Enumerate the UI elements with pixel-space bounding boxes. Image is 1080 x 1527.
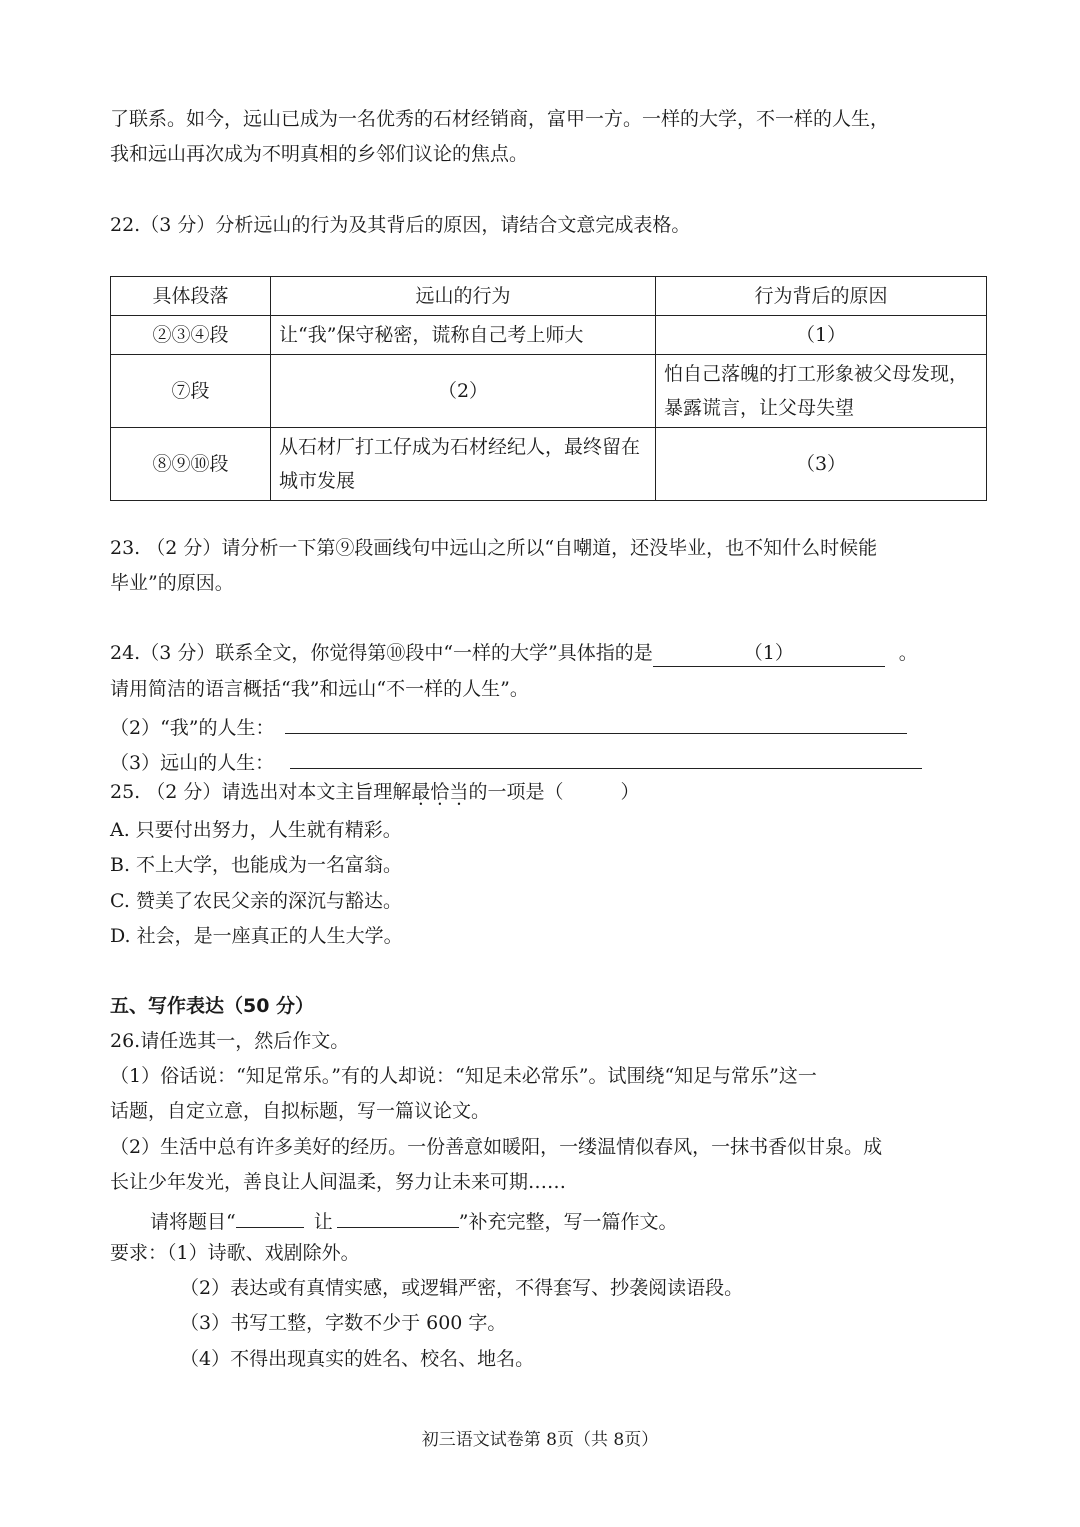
question-22-table — [110, 276, 987, 501]
table-cell-para: ②③④段 — [111, 316, 271, 355]
title-blank-2[interactable] — [337, 1205, 459, 1228]
option-c[interactable]: C. 赞美了农民父亲的深沉与豁达。 — [110, 890, 402, 912]
emphasis-char: 最 — [411, 781, 431, 803]
table-cell-para: ⑦段 — [111, 355, 271, 428]
answer-blank-1[interactable]: （1） — [656, 316, 987, 355]
question-23-line: 毕业”的原因。 — [110, 572, 234, 594]
question-24-suffix: 。 — [898, 642, 918, 664]
question-26-prompt: 26.请任选其一，然后作文。 — [110, 1030, 350, 1052]
table-header-cell: 行为背后的原因 — [656, 277, 987, 316]
option-d[interactable]: D. 社会，是一座真正的人生大学。 — [110, 925, 403, 947]
text-line: 我和远山再次成为不明真相的乡邻们议论的焦点。 — [110, 143, 529, 165]
question-24-line: 请用简洁的语言概括“我”和远山“不一样的人生”。 — [110, 678, 529, 700]
table-header-cell: 具体段落 — [111, 277, 271, 316]
table-header-row — [111, 277, 987, 316]
answer-line-24-2[interactable] — [285, 711, 907, 734]
requirement-item: （4）不得出现真实的姓名、校名、地名。 — [180, 1348, 535, 1370]
option-b[interactable]: B. 不上大学，也能成为一名富翁。 — [110, 854, 403, 876]
section-heading: 五、写作表达（50 分） — [110, 995, 315, 1017]
table-cell-para: ⑧⑨⑩段 — [111, 428, 271, 501]
question-24-sub3-label: （3）远山的人生： — [110, 752, 275, 774]
table-row — [111, 355, 987, 428]
prompt-option-1: （1）俗话说：“知足常乐。”有的人却说：“知足未必常乐”。试围绕“知足与常乐”这一 — [110, 1065, 817, 1087]
table-row — [111, 316, 987, 355]
requirement-item: （2）表达或有真情实感，或逻辑严密，不得套写、抄袭阅读语段。 — [180, 1277, 744, 1299]
question-24-line — [110, 640, 918, 667]
answer-blank-24-1[interactable]: （1） — [653, 640, 885, 667]
text-line: 了联系。如今，远山已成为一名优秀的石材经销商，富甲一方。一样的大学，不一样的人生， — [110, 108, 890, 130]
answer-blank-2[interactable]: （2） — [271, 355, 656, 428]
question-24-sub — [110, 746, 922, 776]
requirements-line — [110, 1240, 360, 1266]
requirement-item: （1）诗歌、戏剧除外。 — [167, 1242, 360, 1264]
question-25-before: 25. （2 分）请选出对本文主旨理解 — [110, 781, 412, 803]
question-24-prefix: 24.（3 分）联系全文，你觉得第⑩段中“一样的大学”具体指的是 — [110, 642, 653, 664]
table-cell-behavior: 从石材厂打工仔成为石材经纪人，最终留在城市发展 — [271, 428, 656, 501]
question-22-prompt: 22.（3 分）分析远山的行为及其背后的原因，请结合文意完成表格。 — [110, 214, 691, 236]
question-24-sub2-label: （2）“我”的人生： — [110, 717, 275, 739]
requirement-item: （3）书写工整，字数不少于 600 字。 — [180, 1312, 507, 1334]
prompt-option-1: 话题，自定立意，自拟标题，写一篇议论文。 — [110, 1100, 491, 1122]
answer-line-24-3[interactable] — [290, 746, 922, 769]
title-prefix: 请将题目“ — [150, 1211, 236, 1233]
title-fill-line — [110, 1205, 677, 1235]
requirements-label: 要求： — [110, 1242, 168, 1264]
table-row — [111, 428, 987, 501]
prompt-option-2: （2）生活中总有许多美好的经历。一份善意如暖阳，一缕温情似春风，一抹书香似甘泉。成 — [110, 1136, 883, 1158]
table-header-cell: 远山的行为 — [271, 277, 656, 316]
question-25-prompt — [110, 779, 639, 805]
option-a[interactable]: A. 只要付出努力，人生就有精彩。 — [110, 819, 402, 841]
title-mid: 让 — [313, 1211, 333, 1233]
page-footer: 初三语文试卷第 8页（共 8页） — [421, 1430, 659, 1450]
question-25-after: 的一项是（ ） — [468, 781, 640, 803]
question-23-line: 23. （2 分）请分析一下第⑨段画线句中远山之所以“自嘲道，还没毕业，也不知什么时候能 — [110, 537, 878, 559]
table-cell-behavior: 让“我”保守秘密，谎称自己考上师大 — [271, 316, 656, 355]
answer-blank-3[interactable]: （3） — [656, 428, 987, 501]
prompt-option-2: 长让少年发光，善良让人间温柔，努力让未来可期…… — [110, 1171, 567, 1193]
question-24-sub — [110, 711, 907, 741]
table-cell-reason: 怕自己落魄的打工形象被父母发现，暴露谎言，让父母失望 — [656, 355, 987, 428]
title-blank-1[interactable] — [236, 1205, 304, 1228]
emphasis-char: 恰 — [430, 781, 450, 803]
emphasis-char: 当 — [449, 781, 469, 803]
title-suffix: ”补充完整，写一篇作文。 — [458, 1211, 678, 1233]
